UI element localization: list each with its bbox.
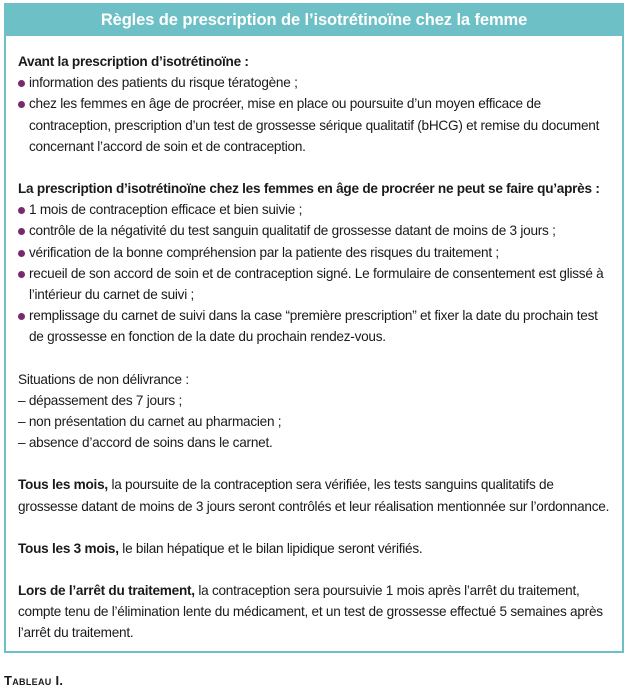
section-before-prescription <box>18 51 614 157</box>
paragraph-lead: Tous les 3 mois, <box>18 540 119 556</box>
table-caption: Tableau I. <box>4 673 64 688</box>
rules-table-box <box>4 3 624 653</box>
table-title: Règles de prescription de l’isotrétinoïne chez la femme <box>4 3 624 36</box>
list-item: 1 mois de contraception efficace et bien suivie ; <box>18 199 614 220</box>
bullet-icon <box>18 101 25 108</box>
bullet-list <box>18 72 614 157</box>
section-monthly <box>18 474 614 516</box>
paragraph-text: la poursuite de la contraception sera vérifiée, les tests sanguins qualitatifs de grossesse datant de moins de 3 jours seront contrôlés et leur réalisation mentionnée sur l’ordonnance. <box>18 477 610 514</box>
list-item: recueil de son accord de soin et de contraception signé. Le formulaire de consentement est glissé à l’intérieur du carnet de suivi ; <box>18 263 614 305</box>
bullet-icon <box>18 207 25 214</box>
list-item: contrôle de la négativité du test sanguin qualitatif de grossesse datant de moins de 3 jours ; <box>18 220 614 241</box>
paragraph-lead: Lors de l’arrêt du traitement, <box>18 583 195 599</box>
list-item: – non présentation du carnet au pharmacien ; <box>18 414 282 430</box>
paragraph-lead: Tous les mois, <box>18 477 108 493</box>
paragraph-text: la contraception sera poursuivie 1 mois après l’arrêt du traitement, compte tenu de l’élimination lente du médicament, et un test de grossesse effectué 5 semaines après l’arrêt du traitement. <box>18 583 603 641</box>
paragraph-text: le bilan hépatique et le bilan lipidique seront vérifiés. <box>118 540 423 556</box>
section-heading: Situations de non délivrance : <box>18 371 189 387</box>
bullet-icon <box>18 250 25 257</box>
bullet-icon <box>18 313 25 320</box>
bullet-list <box>18 199 614 347</box>
list-item: – dépassement des 7 jours ; <box>18 392 183 408</box>
bullet-icon <box>18 271 25 278</box>
bullet-icon <box>18 80 25 87</box>
list-item: information des patients du risque tératogène ; <box>18 72 614 93</box>
section-quarterly <box>18 538 614 559</box>
section-heading: La prescription d’isotrétinoïne chez les femmes en âge de procréer ne peut se faire qu’après : <box>18 181 600 197</box>
section-conditions <box>18 178 614 348</box>
section-non-delivery <box>18 369 614 454</box>
list-item: remplissage du carnet de suivi dans la case “première prescription” et fixer la date du prochain test de grossesse en fonction de la date du prochain rendez-vous. <box>18 305 614 347</box>
bullet-icon <box>18 228 25 235</box>
section-stop-treatment <box>18 580 614 644</box>
section-heading: Avant la prescription d’isotrétinoïne : <box>18 54 249 69</box>
list-item: vérification de la bonne compréhension par la patiente des risques du traitement ; <box>18 242 614 263</box>
dash-list <box>18 390 614 454</box>
table-content <box>18 51 614 665</box>
list-item: – absence d’accord de soins dans le carnet. <box>18 435 273 451</box>
list-item: chez les femmes en âge de procréer, mise en place ou poursuite d’un moyen efficace de contraception, prescription d’un test de grossesse sérique qualitatif (bHCG) et remise du document concernant l’accord de soin et de contraception. <box>18 93 614 157</box>
